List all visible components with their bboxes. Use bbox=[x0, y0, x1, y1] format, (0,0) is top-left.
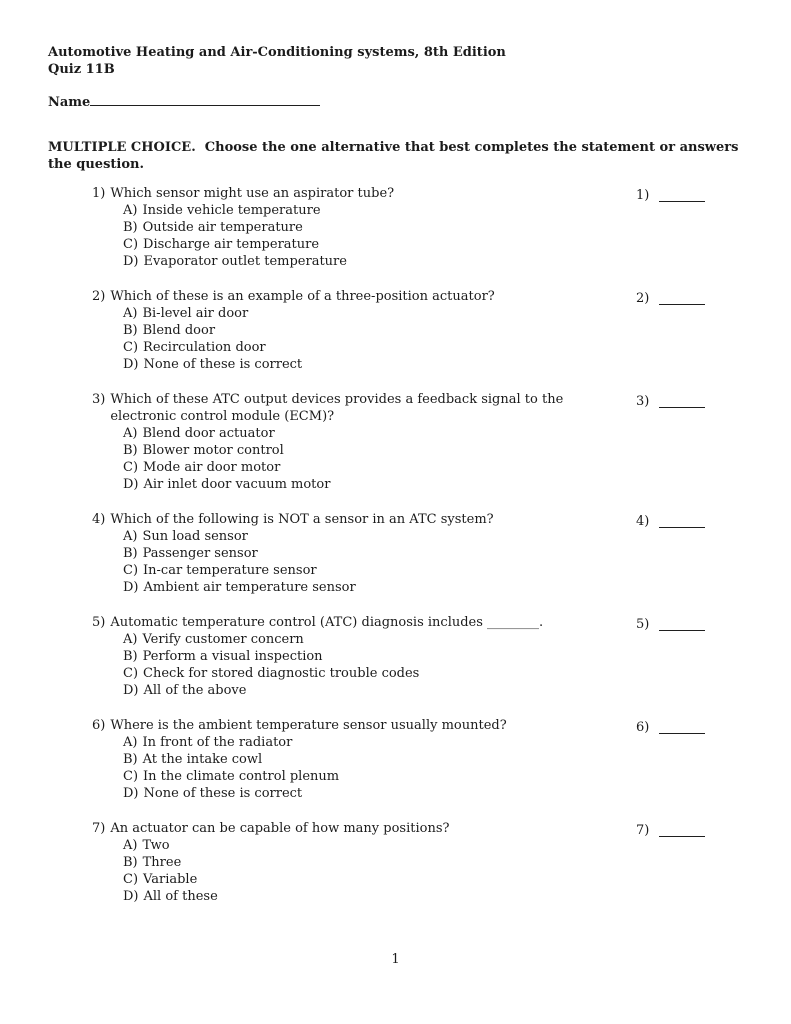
question-number: 5) bbox=[92, 615, 106, 630]
options-list bbox=[123, 528, 628, 596]
option-row bbox=[123, 202, 628, 219]
quiz-number: Quiz 11B bbox=[48, 62, 115, 77]
answer-number: 7) bbox=[636, 823, 650, 838]
option-text: All of these bbox=[143, 889, 218, 904]
option-row bbox=[123, 459, 628, 476]
question-body bbox=[92, 288, 628, 373]
question-stem bbox=[92, 820, 628, 837]
question-text: Automatic temperature control (ATC) diagnosis includes ________. bbox=[110, 615, 544, 630]
answer-blank[interactable] bbox=[659, 720, 705, 734]
question-text: Which of these ATC output devices provides a feedback signal to the electronic control module (ECM)? bbox=[110, 392, 564, 424]
option-text: Sun load sensor bbox=[142, 529, 248, 544]
option-label: B) bbox=[123, 443, 138, 458]
option-text: In-car temperature sensor bbox=[143, 563, 317, 578]
option-label: B) bbox=[123, 752, 138, 767]
option-text: In front of the radiator bbox=[142, 735, 293, 750]
answer-area bbox=[628, 511, 746, 530]
option-label: D) bbox=[123, 683, 139, 698]
option-label: A) bbox=[123, 426, 138, 441]
option-text: Discharge air temperature bbox=[143, 237, 320, 252]
option-label: B) bbox=[123, 546, 138, 561]
question-number: 3) bbox=[92, 392, 106, 407]
question-body bbox=[92, 614, 628, 699]
option-label: C) bbox=[123, 460, 139, 475]
option-text: Three bbox=[142, 855, 182, 870]
options-list bbox=[123, 631, 628, 699]
option-text: None of these is correct bbox=[143, 357, 303, 372]
option-row bbox=[123, 305, 628, 322]
option-row bbox=[123, 442, 628, 459]
question-stem bbox=[92, 717, 628, 734]
answer-area bbox=[628, 185, 746, 204]
option-label: D) bbox=[123, 889, 139, 904]
question-text: Which of the following is NOT a sensor in an ATC system? bbox=[110, 512, 494, 527]
option-text: Verify customer concern bbox=[142, 632, 304, 647]
option-label: A) bbox=[123, 529, 138, 544]
answer-number: 1) bbox=[636, 188, 650, 203]
option-row bbox=[123, 219, 628, 236]
answer-blank[interactable] bbox=[659, 394, 705, 408]
option-text: Outside air temperature bbox=[142, 220, 303, 235]
answer-blank[interactable] bbox=[659, 188, 705, 202]
section-heading: MULTIPLE CHOICE. Choose the one alternative that best completes the statement or answers the question. bbox=[48, 140, 743, 172]
answer-area bbox=[628, 391, 746, 410]
option-text: Blend door bbox=[142, 323, 216, 338]
option-label: B) bbox=[123, 220, 138, 235]
option-label: C) bbox=[123, 872, 139, 887]
answer-area bbox=[628, 717, 746, 736]
option-label: D) bbox=[123, 580, 139, 595]
option-text: All of the above bbox=[143, 683, 247, 698]
option-text: At the intake cowl bbox=[142, 752, 263, 767]
option-row bbox=[123, 648, 628, 665]
question-stem bbox=[92, 288, 628, 305]
option-text: Air inlet door vacuum motor bbox=[143, 477, 331, 492]
document-title: Automotive Heating and Air-Conditioning systems, 8th Edition bbox=[48, 45, 506, 60]
answer-number: 5) bbox=[636, 617, 650, 632]
option-row bbox=[123, 785, 628, 802]
question-body bbox=[92, 820, 628, 905]
answer-area bbox=[628, 820, 746, 839]
option-row bbox=[123, 854, 628, 871]
option-row bbox=[123, 476, 628, 493]
answer-number: 4) bbox=[636, 514, 650, 529]
option-label: B) bbox=[123, 649, 138, 664]
question-row bbox=[48, 288, 746, 373]
page-number: 1 bbox=[391, 952, 400, 967]
option-row bbox=[123, 871, 628, 888]
option-label: B) bbox=[123, 855, 138, 870]
option-row bbox=[123, 665, 628, 682]
options-list bbox=[123, 734, 628, 802]
option-label: A) bbox=[123, 306, 138, 321]
answer-blank[interactable] bbox=[659, 291, 705, 305]
option-text: Two bbox=[142, 838, 170, 853]
answer-area bbox=[628, 288, 746, 307]
question-number: 2) bbox=[92, 289, 106, 304]
option-label: C) bbox=[123, 666, 139, 681]
option-label: A) bbox=[123, 632, 138, 647]
option-row bbox=[123, 837, 628, 854]
option-row bbox=[123, 236, 628, 253]
option-text: Perform a visual inspection bbox=[142, 649, 323, 664]
option-text: Inside vehicle temperature bbox=[142, 203, 321, 218]
option-label: A) bbox=[123, 203, 138, 218]
options-list bbox=[123, 425, 628, 493]
option-label: C) bbox=[123, 769, 139, 784]
question-text: Where is the ambient temperature sensor usually mounted? bbox=[110, 718, 507, 733]
option-row bbox=[123, 425, 628, 442]
option-label: D) bbox=[123, 357, 139, 372]
option-label: D) bbox=[123, 254, 139, 269]
question-stem bbox=[92, 185, 628, 202]
answer-blank[interactable] bbox=[659, 617, 705, 631]
question-text: Which of these is an example of a three-position actuator? bbox=[110, 289, 495, 304]
option-row bbox=[123, 734, 628, 751]
question-body bbox=[92, 185, 628, 270]
question-row bbox=[48, 511, 746, 596]
question-text: An actuator can be capable of how many positions? bbox=[110, 821, 450, 836]
option-text: Blower motor control bbox=[142, 443, 284, 458]
name-input-line[interactable] bbox=[90, 92, 320, 106]
option-row bbox=[123, 888, 628, 905]
answer-number: 3) bbox=[636, 394, 650, 409]
question-row bbox=[48, 185, 746, 270]
option-label: C) bbox=[123, 563, 139, 578]
name-row bbox=[48, 92, 746, 111]
option-label: D) bbox=[123, 477, 139, 492]
question-row bbox=[48, 614, 746, 699]
option-row bbox=[123, 356, 628, 373]
name-label: Name bbox=[48, 95, 91, 110]
option-text: Mode air door motor bbox=[143, 460, 281, 475]
option-row bbox=[123, 562, 628, 579]
option-row bbox=[123, 545, 628, 562]
option-label: A) bbox=[123, 838, 138, 853]
answer-blank[interactable] bbox=[659, 514, 705, 528]
option-label: C) bbox=[123, 237, 139, 252]
question-number: 6) bbox=[92, 718, 106, 733]
answer-number: 2) bbox=[636, 291, 650, 306]
option-label: C) bbox=[123, 340, 139, 355]
option-row bbox=[123, 682, 628, 699]
option-text: In the climate control plenum bbox=[143, 769, 340, 784]
question-stem bbox=[92, 511, 628, 528]
option-text: Variable bbox=[143, 872, 198, 887]
option-row bbox=[123, 768, 628, 785]
option-text: Blend door actuator bbox=[142, 426, 275, 441]
option-text: Recirculation door bbox=[143, 340, 266, 355]
option-row bbox=[123, 631, 628, 648]
options-list bbox=[123, 305, 628, 373]
option-text: Evaporator outlet temperature bbox=[143, 254, 347, 269]
option-label: B) bbox=[123, 323, 138, 338]
option-text: Ambient air temperature sensor bbox=[143, 580, 356, 595]
option-text: None of these is correct bbox=[143, 786, 303, 801]
option-text: Check for stored diagnostic trouble codes bbox=[143, 666, 420, 681]
question-number: 1) bbox=[92, 186, 106, 201]
option-label: D) bbox=[123, 786, 139, 801]
option-label: A) bbox=[123, 735, 138, 750]
option-row bbox=[123, 253, 628, 270]
option-row bbox=[123, 322, 628, 339]
answer-blank[interactable] bbox=[659, 823, 705, 837]
question-stem bbox=[92, 614, 628, 631]
answer-number: 6) bbox=[636, 720, 650, 735]
question-row bbox=[48, 820, 746, 905]
option-text: Bi-level air door bbox=[142, 306, 249, 321]
option-row bbox=[123, 751, 628, 768]
question-body bbox=[92, 511, 628, 596]
options-list bbox=[123, 837, 628, 905]
question-row bbox=[48, 717, 746, 802]
option-row bbox=[123, 528, 628, 545]
question-text: Which sensor might use an aspirator tube? bbox=[110, 186, 395, 201]
question-number: 7) bbox=[92, 821, 106, 836]
option-row bbox=[123, 579, 628, 596]
question-number: 4) bbox=[92, 512, 106, 527]
answer-area bbox=[628, 614, 746, 633]
question-stem bbox=[92, 391, 628, 425]
options-list bbox=[123, 202, 628, 270]
question-body bbox=[92, 391, 628, 493]
questions-list bbox=[48, 185, 746, 905]
question-body bbox=[92, 717, 628, 802]
option-row bbox=[123, 339, 628, 356]
question-row bbox=[48, 391, 746, 493]
option-text: Passenger sensor bbox=[142, 546, 258, 561]
